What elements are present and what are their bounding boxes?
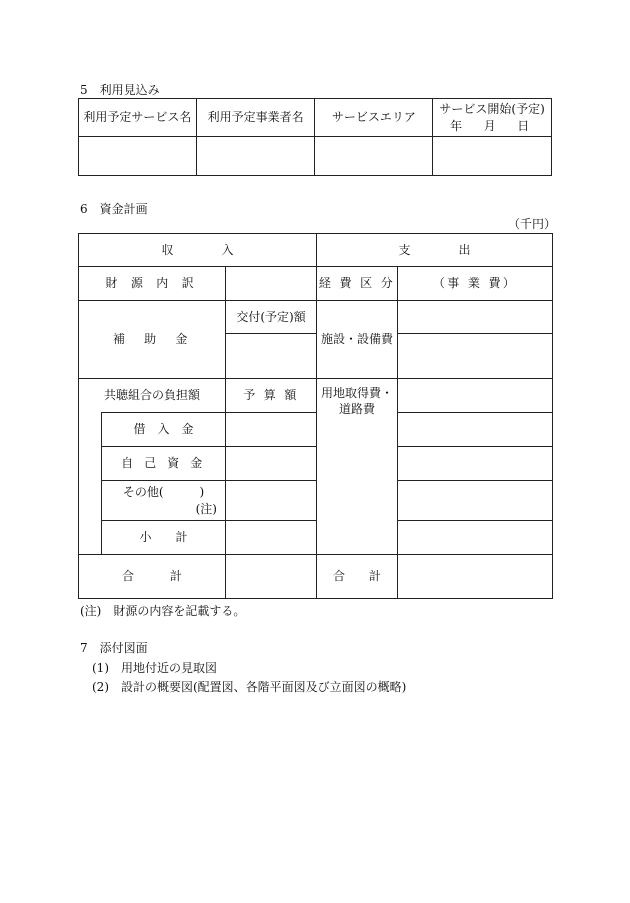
- attachment-item-1: (1) 用地付近の見取図: [92, 661, 217, 675]
- expense-header: 支 出: [317, 234, 553, 267]
- header-service-name: 利用予定サービス名: [79, 99, 197, 137]
- burden-indent: [79, 413, 102, 555]
- subsidy-label: 補 助 金: [79, 301, 226, 379]
- section5-heading: 5 利用見込み: [80, 83, 160, 97]
- subtotal-label: 小 計: [102, 521, 226, 555]
- header-service-area: サービスエリア: [315, 99, 433, 137]
- cell-service-name: [79, 137, 197, 176]
- funding-table: [78, 233, 553, 599]
- cell-service-area: [315, 137, 433, 176]
- cell-operator-name: [196, 137, 315, 176]
- land-cost-value-1: [398, 379, 553, 413]
- loan-label: 借 入 金: [102, 413, 226, 447]
- facility-cost-label: 施設・設備費: [317, 301, 398, 379]
- blank-cell: [226, 267, 317, 301]
- header-operator-name: 利用予定事業者名: [196, 99, 315, 137]
- section6-heading: 6 資金計画: [80, 202, 148, 216]
- land-cost-value-3: [398, 447, 553, 481]
- unit-label: （千円）: [508, 217, 557, 231]
- other-label: その他( ) (注): [102, 481, 226, 521]
- facility-cost-value-1: [398, 301, 553, 334]
- cell-service-start: [433, 137, 552, 176]
- land-cost-value-5: [398, 521, 553, 555]
- total-expense-value: [398, 555, 553, 599]
- own-funds-label: 自 己 資 金: [102, 447, 226, 481]
- budget-label: 予 算 額: [226, 379, 317, 413]
- grant-amount-label: 交付(予定)額: [226, 301, 317, 334]
- own-funds-value: [226, 447, 317, 481]
- other-value: [226, 481, 317, 521]
- header-service-start: [433, 99, 552, 137]
- land-cost-value-4: [398, 481, 553, 521]
- project-cost-label: （事 業 費）: [398, 267, 553, 301]
- subtotal-value: [226, 521, 317, 555]
- grant-amount-value: [226, 334, 317, 379]
- other-note: (注): [195, 501, 217, 516]
- service-start-date: 年 月 日: [450, 118, 535, 133]
- service-start-label: サービス開始(予定): [439, 102, 545, 117]
- total-expense-label: 合 計: [317, 555, 398, 599]
- expense-category-label: 経 費 区 分: [317, 267, 398, 301]
- total-income-value: [226, 555, 317, 599]
- facility-cost-value-2: [398, 334, 553, 379]
- burden-label: 共聴組合の負担額: [79, 379, 226, 413]
- source-breakdown-label: 財 源 内 訳: [79, 267, 226, 301]
- income-header: 収 入: [79, 234, 317, 267]
- loan-value: [226, 413, 317, 447]
- attachment-item-2: (2) 設計の概要図(配置図、各階平面図及び立面図の概略): [92, 680, 407, 694]
- footnote: (注) 財源の内容を記載する。: [80, 604, 246, 618]
- land-cost-value-2: [398, 413, 553, 447]
- total-income-label: 合 計: [79, 555, 226, 599]
- land-cost-label: 用地取得費・ 道路費: [317, 379, 398, 555]
- usage-table: [78, 98, 552, 176]
- section7-heading: 7 添付図面: [80, 641, 148, 655]
